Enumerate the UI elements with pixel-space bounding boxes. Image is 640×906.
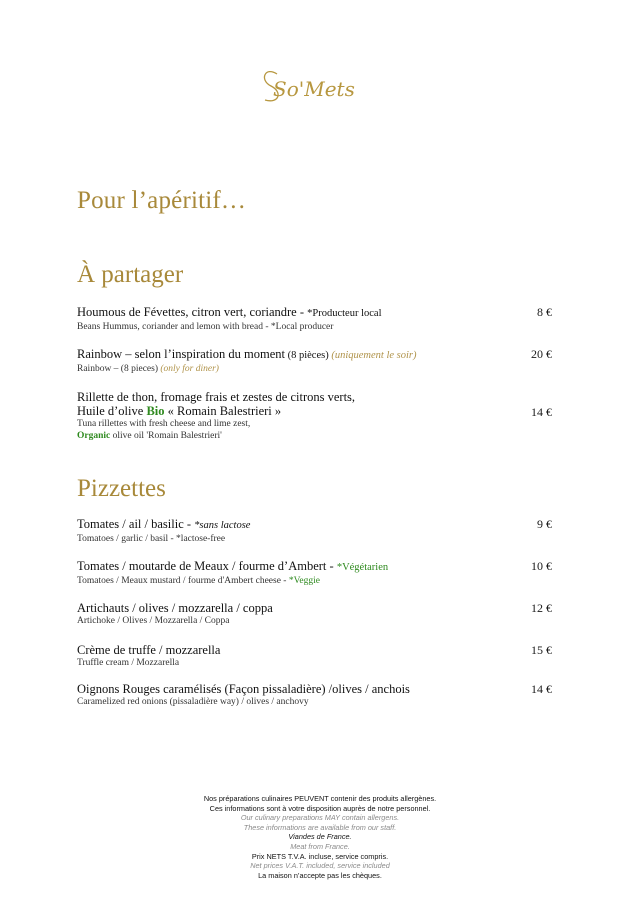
item-name-fr: Houmous de Févettes, citron vert, coriandre - — [77, 305, 308, 319]
item-name-en: Beans Hummus, coriander and lemon with bread - — [77, 322, 271, 332]
item-price: 9 € — [537, 517, 552, 531]
item-note-fr: (uniquement le soir) — [331, 350, 417, 361]
item-name-en: Tuna rillettes with fresh cheese and lime zest, — [77, 419, 251, 429]
item-name-en: Artichoke / Olives / Mozzarella / Coppa — [77, 616, 230, 626]
footer-notes — [0, 794, 640, 880]
item-name-en: Rainbow – (8 pieces) — [77, 364, 161, 374]
item-name-fr: Artichauts / olives / mozzarella / coppa — [77, 601, 273, 615]
organic-badge-fr: Bio — [146, 404, 165, 418]
allergens-info-fr: Ces informations sont à votre disposition auprès de notre personnel. — [209, 803, 431, 813]
menu-item — [77, 682, 552, 708]
menu-item — [77, 601, 552, 627]
menu-item — [77, 559, 552, 587]
meat-origin-en: Meat from France. — [290, 841, 350, 851]
prices-notice-fr: Prix NETS T.V.A. incluse, service compris. — [251, 851, 389, 861]
item-name-en: Tomatoes / garlic / basil - *lactose-free — [77, 534, 226, 544]
item-name-fr: Oignons Rouges caramélisés (Façon pissaladière) /olives / anchois — [77, 682, 410, 696]
item-tag-en: *Veggie — [288, 576, 320, 586]
menu-item — [77, 347, 552, 375]
item-note-en: (only for diner) — [160, 364, 219, 374]
item-price: 8 € — [537, 305, 552, 319]
item-price: 20 € — [531, 347, 552, 361]
meat-origin-fr: Viandes de France. — [288, 832, 352, 842]
item-name-en: Truffle cream / Mozzarella — [77, 658, 180, 668]
item-price: 15 € — [531, 643, 552, 657]
item-name-fr: Rainbow – selon l’inspiration du moment — [77, 347, 285, 361]
item-name-en: Caramelized red onions (pissaladière way) / olives / anchovy — [77, 697, 309, 707]
organic-badge-en: Organic — [77, 431, 111, 441]
item-oil-fr: Huile d’olive — [77, 404, 147, 418]
logo-text: So'Mets — [273, 77, 355, 101]
logo-script-mark — [255, 52, 385, 112]
item-tag-en: *Local producer — [270, 322, 334, 332]
menu-item — [77, 305, 552, 333]
cheques-notice: La maison n’accepte pas les chèques. — [258, 870, 382, 880]
item-price: 10 € — [531, 559, 552, 573]
menu-item — [77, 517, 552, 545]
item-count-fr: (8 pièces) — [284, 350, 332, 361]
allergens-notice-en: Our culinary preparations MAY contain allergens. — [240, 813, 400, 823]
prices-notice-en: Net prices V.A.T. included, service included — [250, 861, 390, 871]
item-price: 14 € — [531, 405, 552, 419]
item-name-fr: Tomates / ail / basilic - — [77, 517, 195, 531]
brand-logo — [0, 52, 640, 112]
item-name-en: Tomatoes / Meaux mustard / fourme d'Ambert cheese - — [77, 576, 289, 586]
section-title-partager: À partager — [77, 261, 184, 288]
item-tag-fr: *sans lactose — [194, 520, 251, 531]
item-oil-brand-en: olive oil 'Romain Balestrieri' — [110, 431, 222, 441]
item-name-fr: Rillette de thon, fromage frais et zestes de citrons verts, — [77, 390, 356, 404]
allergens-notice-fr: Nos préparations culinaires PEUVENT contenir des produits allergènes. — [203, 794, 437, 803]
item-price: 12 € — [531, 601, 552, 615]
item-name-fr: Tomates / moutarde de Meaux / fourme d’Ambert - — [77, 559, 337, 573]
item-name-fr: Crème de truffe / mozzarella — [77, 643, 221, 657]
menu-item — [77, 390, 552, 442]
menu-item — [77, 643, 552, 669]
item-oil-brand-fr: « Romain Balestrieri » — [164, 404, 282, 418]
section-title-pizzettes: Pizzettes — [77, 475, 166, 502]
item-price: 14 € — [531, 682, 552, 696]
item-tag-fr: *Végétarien — [336, 562, 389, 573]
item-tag-fr: *Producteur local — [307, 308, 382, 319]
page-title: Pour l’apéritif… — [77, 187, 247, 214]
allergens-info-en: These informations are available from our staff. — [243, 822, 397, 832]
